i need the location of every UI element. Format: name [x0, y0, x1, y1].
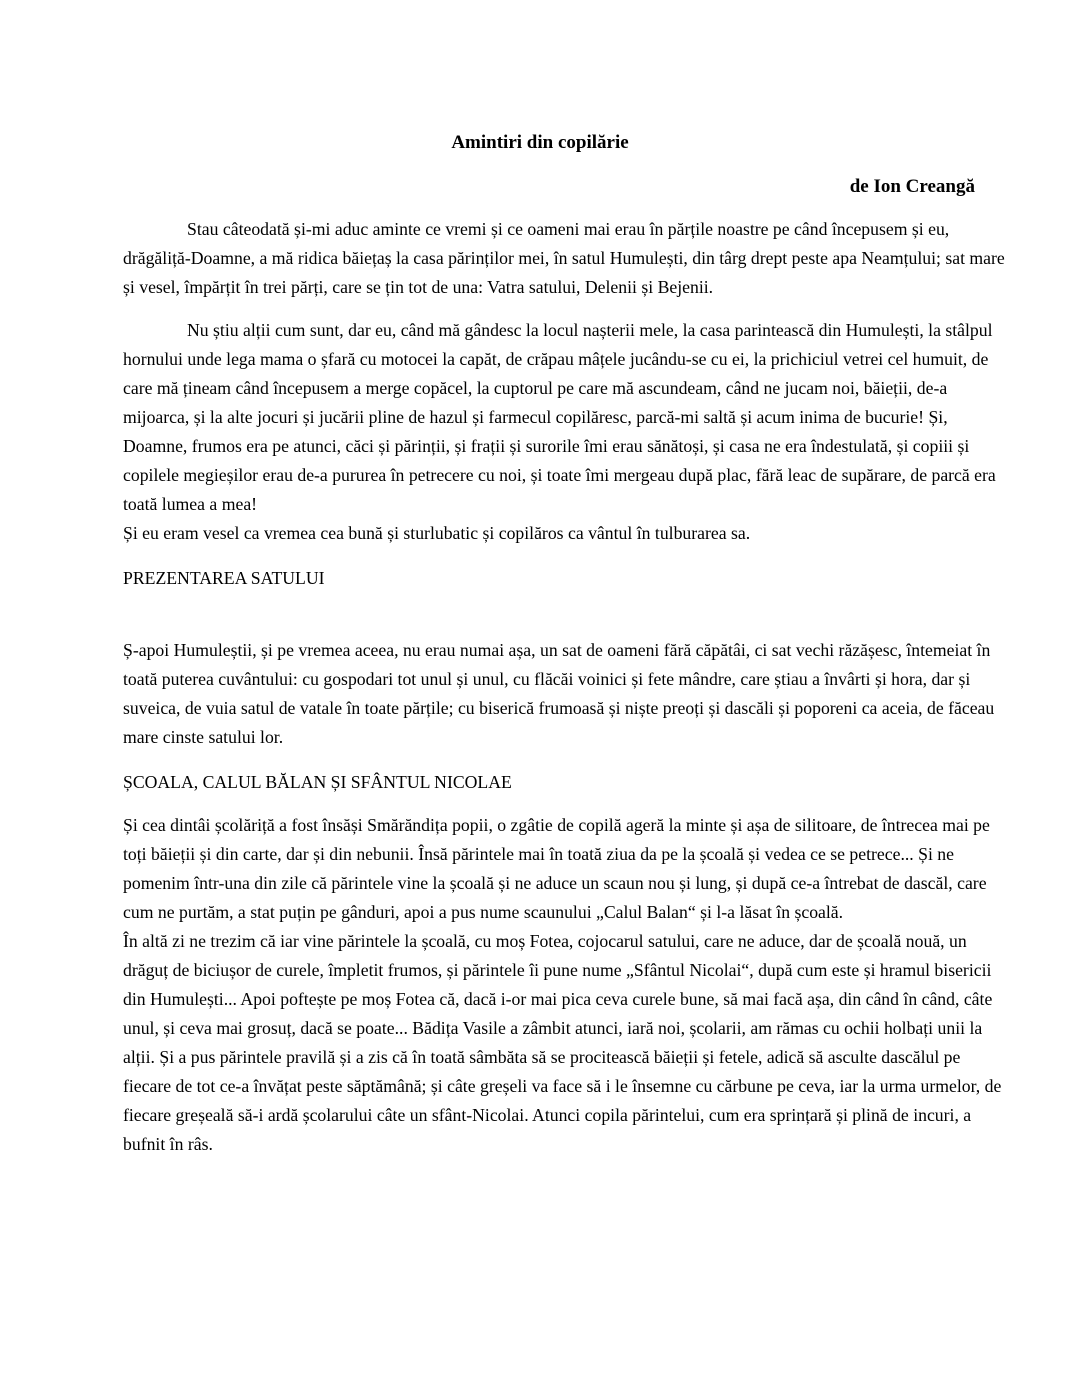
section-heading: ȘCOALA, CALUL BĂLAN ȘI SFÂNTUL NICOLAE — [123, 772, 512, 792]
body-paragraph: Și cea dintâi școlăriță a fost însăși Smărăndița popii, o zgâtie de copilă ageră la minte și așa de silitoare, de întrecea mai pe toți băieții și din carte, dar și din nebunii. Însă părintele mai în toată ziua da pe la școală și vedea ce se petrece... Și ne pomenim într-una din zile că părintele vine la școală și ne aduce un scaun nou și lung, și după ce-a întrebat de dascăl, care cum ne purtăm, a stat puțin pe gânduri, apoi a pus nume scaunului „Calul Balan“ și l-a lăsat în școală. — [123, 815, 990, 922]
document-title: Amintiri din copilărie — [451, 132, 629, 153]
body-paragraph: Ș-apoi Humuleștii, și pe vremea aceea, nu erau numai așa, un sat de oameni fără căpătâi, ci sat vechi răzășesc, întemeiat în toată puterea cuvântului: cu gospodari tot unul și unul, cu flăcăi voinici și fete mândre, care știau a învârti și hora, dar și suveica, de vuia satul de vatale în toate părțile; cu biserică frumoasă și niște preoți și dascăli și poporeni ca aceia, de făceau mare cinste satului lor. — [123, 640, 995, 747]
paragraph-continuation-line: În altă zi ne trezim că iar vine părintele la școală, cu moș Fotea, cojocarul satului, care ne aduce, dar de școală nouă, un drăguț de biciușor de curele, împletit frumos, și părintele îi pune nume „Sfântul Nicolai“, după cum este și hramul bisericii din Humulești... Apoi poftește pe moș Fotea că, dacă i-or mai pica ceva curele bune, să mai facă așa, din când în când, câte unul, și ceva mai grosuț, dacă se poate... Bădița Vasile a zâmbit atunci, iară noi, școlarii, am rămas cu ochii holbați unii la alții. Și a pus părintele pravilă și a zis că în toată sâmbăta să se procitească băieții și fetele, adică să asculte dascălul pe fiecare de tot ce-a învățat peste săptămână; și câte greșeli va face să i le însemne cu cărbune pe ceva, iar la urma urmelor, de fiecare greșeală să-i ardă școlarului câte un sfânt-Nicolai. Atunci copila părintelui, cum era sprințară și plină de incuri, a bufnit în râs. — [123, 931, 1002, 1154]
document-body — [123, 215, 1005, 1159]
paragraph-continuation-line: Și eu eram vesel ca vremea cea bună și sturlubatic și copilăros ca vântul în tulburarea sa. — [123, 523, 751, 543]
body-paragraph: Nu știu alții cum sunt, dar eu, când mă gândesc la locul nașterii mele, la casa parintească din Humulești, la stâlpul hornului unde lega mama o șfară cu motocei la capăt, de crăpau mâțele jucându-se cu ei, la prichiciul vetrei cel humuit, de care mă țineam când începusem a merge copăcel, la cuptorul pe care mă ascundeam, când ne jucam noi, băieții, de-a mijoarca, și la alte jocuri și jucării pline de hazul și farmecul copilăresc, parcă-mi saltă și acum inima de bucurie! Și, Doamne, frumos era pe atunci, căci și părinții, și frații și surorile îmi erau sănătoși, și casa ne era îndestulată, și copiii și copilele megieșilor erau de-a pururea în petrecere cu noi, și toate îmi mergeau după plac, fără leac de supărare, de parcă era toată lumea a mea! — [123, 320, 996, 514]
body-paragraph: Stau câteodată și-mi aduc aminte ce vremi și ce oameni mai erau în părțile noastre pe când începusem și eu, drăgăliță-Doamne, a mă ridica băiețaș la casa părinților mei, în satul Humulești, din târg drept peste apa Neamțului; sat mare și vesel, împărțit în trei părți, care se țin tot de una: Vatra satului, Delenii și Bejenii. — [123, 219, 1005, 297]
blank-line — [123, 593, 1005, 622]
author-byline: de Ion Creangă — [849, 176, 975, 197]
section-heading: PREZENTAREA SATULUI — [123, 568, 325, 588]
